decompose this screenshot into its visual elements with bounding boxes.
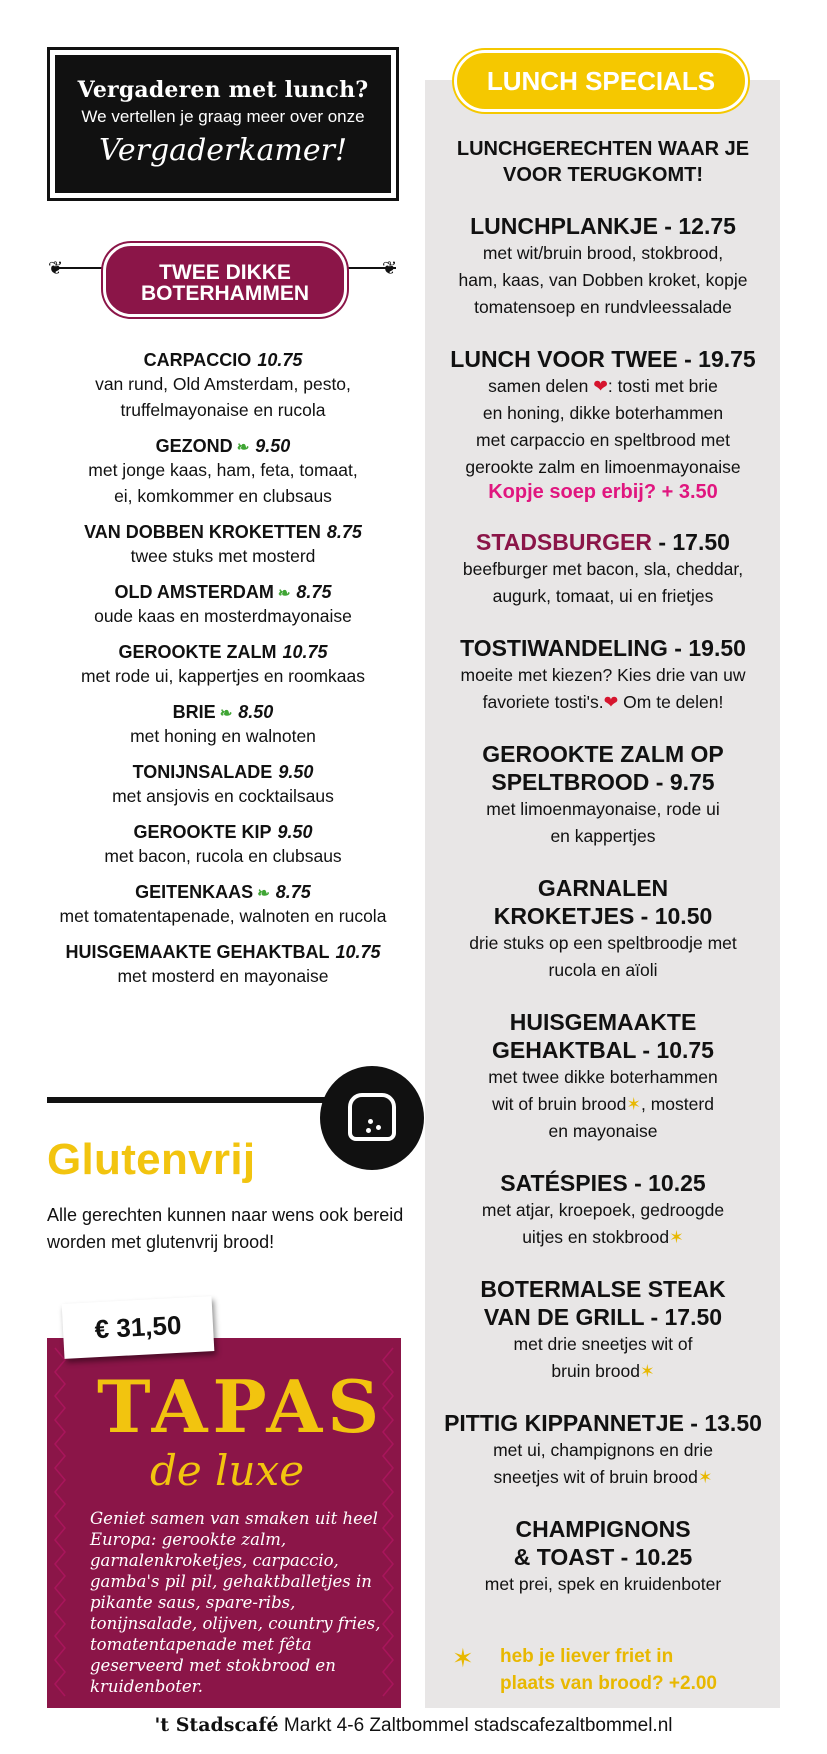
sandwich-price: 8.50	[238, 702, 274, 722]
sandwich-name: GEITENKAAS	[135, 882, 254, 902]
sandwich-name-row	[47, 582, 399, 603]
lunch-intro	[440, 136, 766, 188]
special-desc-part: wit of bruin brood	[492, 1094, 627, 1114]
sandwich-price: 8.75	[326, 522, 362, 542]
sandwich-description: met ansjovis en cocktailsaus	[112, 786, 334, 806]
sandwich-name: BRIE	[172, 702, 216, 722]
special-stadsburger	[440, 528, 766, 610]
special-name: LUNCHPLANKJE - 12.75	[470, 213, 736, 239]
sandwich-description: met honing en walnoten	[130, 726, 316, 746]
vegetarian-leaf-icon: ❧	[219, 705, 233, 722]
sandwich-name-row	[47, 642, 399, 663]
friet-note-line1: heb je liever friet in	[500, 1646, 674, 1667]
vegetarian-leaf-icon: ❧	[257, 885, 270, 902]
sandwich-description: van rund, Old Amsterdam, pesto,	[95, 374, 351, 394]
burger-name: STADSBURGER	[476, 529, 652, 555]
special-desc: augurk, tomaat, ui en frietjes	[492, 586, 714, 606]
sandwich-description: met mosterd en mayonaise	[117, 966, 329, 986]
heart-icon: ❤	[603, 692, 619, 712]
special-name: SPELTBROOD - 9.75	[491, 769, 715, 795]
leaf-right-icon: ❦	[382, 258, 398, 278]
special-desc	[440, 1464, 766, 1491]
footer	[0, 1714, 827, 1737]
meeting-title: Vergaderen met lunch?	[77, 77, 369, 103]
special-desc: moeite met kiezen? Kies drie van uw	[460, 665, 746, 685]
special-tostiwandeling	[440, 634, 766, 716]
sandwiches-heading-line1: TWEE DIKKE	[159, 261, 291, 284]
lunch-intro-line2: VOOR TERUGKOMT!	[503, 164, 703, 186]
special-desc: tomatensoep en rundvleessalade	[474, 297, 732, 317]
special-name: LUNCH VOOR TWEE - 19.75	[450, 346, 756, 372]
meeting-subtitle: We vertellen je graag meer over onze	[81, 107, 365, 126]
sandwich-name-row	[47, 436, 399, 457]
meeting-banner	[47, 47, 399, 201]
special-desc: met twee dikke boterhammen	[488, 1067, 718, 1087]
sandwich-name-row	[47, 702, 399, 723]
special-desc-part: samen delen	[488, 376, 594, 396]
sandwich-item	[47, 942, 399, 989]
tapas-subtitle: de luxe	[149, 1446, 305, 1495]
sandwich-name: HUISGEMAAKTE GEHAKTBAL	[65, 942, 330, 962]
special-desc	[440, 1091, 766, 1118]
special-desc: met drie sneetjes wit of	[513, 1334, 693, 1354]
star-icon: ✶	[452, 1643, 474, 1673]
sandwich-item	[47, 522, 399, 569]
special-desc: rucola en aïoli	[548, 960, 658, 980]
special-desc-part: , mosterd	[640, 1094, 714, 1114]
special-desc: en mayonaise	[548, 1121, 658, 1141]
sandwich-name: OLD AMSTERDAM	[114, 582, 274, 602]
star-icon: ✶	[639, 1361, 655, 1381]
special-name: GEHAKTBAL - 10.75	[492, 1037, 714, 1063]
sandwich-item	[47, 822, 399, 869]
special-desc-part: sneetjes wit of bruin brood	[493, 1467, 698, 1487]
sandwich-price: 8.75	[275, 882, 311, 902]
sandwiches-heading-line2: BOTERHAMMEN	[141, 282, 309, 305]
special-name: CHAMPIGNONS	[515, 1516, 691, 1542]
special-name: BOTERMALSE STEAK	[480, 1276, 726, 1302]
sandwich-description: ei, komkommer en clubsaus	[114, 486, 332, 506]
sandwich-name: GEROOKTE KIP	[133, 822, 272, 842]
sandwich-item	[47, 762, 399, 809]
sandwich-price: 9.50	[255, 436, 291, 456]
sandwich-name: TONIJNSALADE	[132, 762, 273, 782]
sandwich-item	[47, 582, 399, 629]
sandwich-description: oude kaas en mosterdmayonaise	[94, 606, 352, 626]
special-desc: met limoenmayonaise, rode ui	[486, 799, 720, 819]
special-desc-part: bruin brood	[551, 1361, 640, 1381]
sandwiches-heading	[103, 243, 347, 317]
special-name: GEROOKTE ZALM OP	[482, 741, 724, 767]
special-desc: met wit/bruin brood, stokbrood,	[482, 243, 724, 263]
special-gehaktbal	[440, 1008, 766, 1145]
sandwich-name-row	[47, 762, 399, 783]
heart-icon: ❤	[593, 376, 608, 396]
leaf-left-icon: ❦	[48, 258, 64, 278]
special-name: KROKETJES - 10.50	[493, 903, 713, 929]
sandwich-item	[47, 642, 399, 689]
special-desc	[440, 1224, 766, 1251]
vegetarian-leaf-icon: ❧	[277, 585, 291, 602]
special-steak	[440, 1275, 766, 1385]
soup-extra: Kopje soep erbij? + 3.50	[488, 481, 718, 503]
special-desc: met prei, spek en kruidenboter	[484, 1574, 722, 1594]
star-icon: ✶	[626, 1094, 641, 1114]
sandwich-price: 10.75	[335, 942, 381, 962]
tapas-description: Geniet samen van smaken uit heel Europa: gerookte zalm, garnalenkroketjes, carpaccio, gamba's pil pil, gehaktballetjes in pikante saus, spare-ribs, tonijnsalade, olijven, country fries, tomatentapenade met fêta geserveerd met stokbrood en kruidenboter.	[90, 1509, 381, 1696]
sandwich-name-row	[47, 822, 399, 843]
footer-name: 't Stadscafé	[154, 1714, 279, 1736]
sandwich-name-row	[47, 882, 399, 903]
special-desc-part: uitjes en stokbrood	[522, 1227, 670, 1247]
tapas-price-tag: € 31,50	[62, 1296, 215, 1359]
special-desc	[440, 689, 766, 716]
sandwich-description: met bacon, rucola en clubsaus	[104, 846, 342, 866]
special-gerookte-zalm	[440, 740, 766, 850]
sandwich-description: truffelmayonaise en rucola	[120, 400, 326, 420]
special-name: TOSTIWANDELING - 19.50	[460, 635, 746, 661]
bread-icon	[348, 1093, 396, 1141]
sandwich-price: 10.75	[257, 350, 303, 370]
special-name: GARNALEN	[537, 875, 669, 901]
sandwich-description: twee stuks met mosterd	[130, 546, 316, 566]
special-desc-part: favoriete tosti's.	[482, 692, 604, 712]
special-desc	[440, 373, 766, 400]
sandwich-item	[47, 436, 399, 509]
sandwich-name-row	[47, 942, 399, 963]
special-desc-part: Om te delen!	[618, 692, 724, 712]
sandwich-description: met rode ui, kappertjes en roomkaas	[80, 666, 366, 686]
special-name: PITTIG KIPPANNETJE - 13.50	[444, 1410, 762, 1436]
gluten-text: Alle gerechten kunnen naar wens ook bereid worden met glutenvrij brood!	[47, 1205, 404, 1252]
divider	[47, 1097, 347, 1103]
special-name: HUISGEMAAKTE	[509, 1009, 697, 1035]
sandwich-description: met tomatentapenade, walnoten en rucola	[59, 906, 387, 926]
sandwich-price: 9.50	[277, 822, 313, 842]
special-name: SATÉSPIES - 10.25	[500, 1170, 706, 1196]
sandwich-item	[47, 350, 399, 423]
sandwich-name-row	[47, 522, 399, 543]
special-desc: ham, kaas, van Dobben kroket, kopje	[458, 270, 748, 290]
sandwich-item	[47, 882, 399, 929]
special-kippannetje	[440, 1409, 766, 1491]
gluten-title: Glutenvrij	[47, 1135, 256, 1184]
star-icon: ✶	[697, 1467, 713, 1487]
lunch-intro-line1: LUNCHGERECHTEN WAAR JE	[456, 138, 750, 160]
special-desc	[440, 1358, 766, 1385]
vegetarian-leaf-icon: ❧	[236, 439, 250, 456]
footer-address: Markt 4-6 Zaltbommel stadscafezaltbommel.nl	[278, 1715, 673, 1736]
lunch-specials-list	[440, 136, 766, 1622]
burger-price: - 17.50	[651, 529, 730, 555]
sandwich-name-row	[47, 350, 399, 371]
special-garnalen	[440, 874, 766, 984]
special-desc: beefburger met bacon, sla, cheddar,	[462, 559, 744, 579]
sandwich-price: 9.50	[278, 762, 314, 782]
sandwich-item	[47, 702, 399, 749]
lunch-specials-badge: LUNCH SPECIALS	[454, 50, 748, 112]
special-desc-part: : tosti met brie	[607, 376, 718, 396]
special-champignons	[440, 1515, 766, 1598]
special-lunchplankje	[440, 212, 766, 321]
friet-note-line2: plaats van brood? +2.00	[500, 1673, 717, 1694]
sandwich-price: 8.75	[296, 582, 332, 602]
special-name: & TOAST - 10.25	[513, 1544, 693, 1570]
star-icon: ✶	[669, 1227, 684, 1247]
special-name: VAN DE GRILL - 17.50	[483, 1304, 723, 1330]
tapas-title: TAPAS	[97, 1364, 385, 1449]
sandwich-name: VAN DOBBEN KROKETTEN	[84, 522, 321, 542]
special-lunch-voor-twee	[440, 345, 766, 504]
sandwich-description: met jonge kaas, ham, feta, tomaat,	[88, 460, 358, 480]
special-satespies	[440, 1169, 766, 1251]
sandwich-list	[47, 350, 399, 1002]
sandwich-price: 10.75	[282, 642, 328, 662]
special-desc: drie stuks op een speltbroodje met	[469, 933, 737, 953]
special-name	[440, 528, 766, 556]
sandwich-name: CARPACCIO	[143, 350, 252, 370]
special-desc: en honing, dikke boterhammen	[482, 403, 724, 423]
special-desc: gerookte zalm en limoenmayonaise	[465, 457, 741, 477]
sandwich-name: GEROOKTE ZALM	[118, 642, 277, 662]
meeting-script: Vergaderkamer!	[98, 133, 348, 168]
special-desc: en kappertjes	[550, 826, 656, 846]
special-desc: met atjar, kroepoek, gedroogde	[481, 1200, 725, 1220]
friet-note	[500, 1643, 820, 1697]
special-desc: met ui, champignons en drie	[493, 1440, 713, 1460]
sandwich-name: GEZOND	[155, 436, 233, 456]
special-desc: met carpaccio en speltbrood met	[476, 430, 730, 450]
